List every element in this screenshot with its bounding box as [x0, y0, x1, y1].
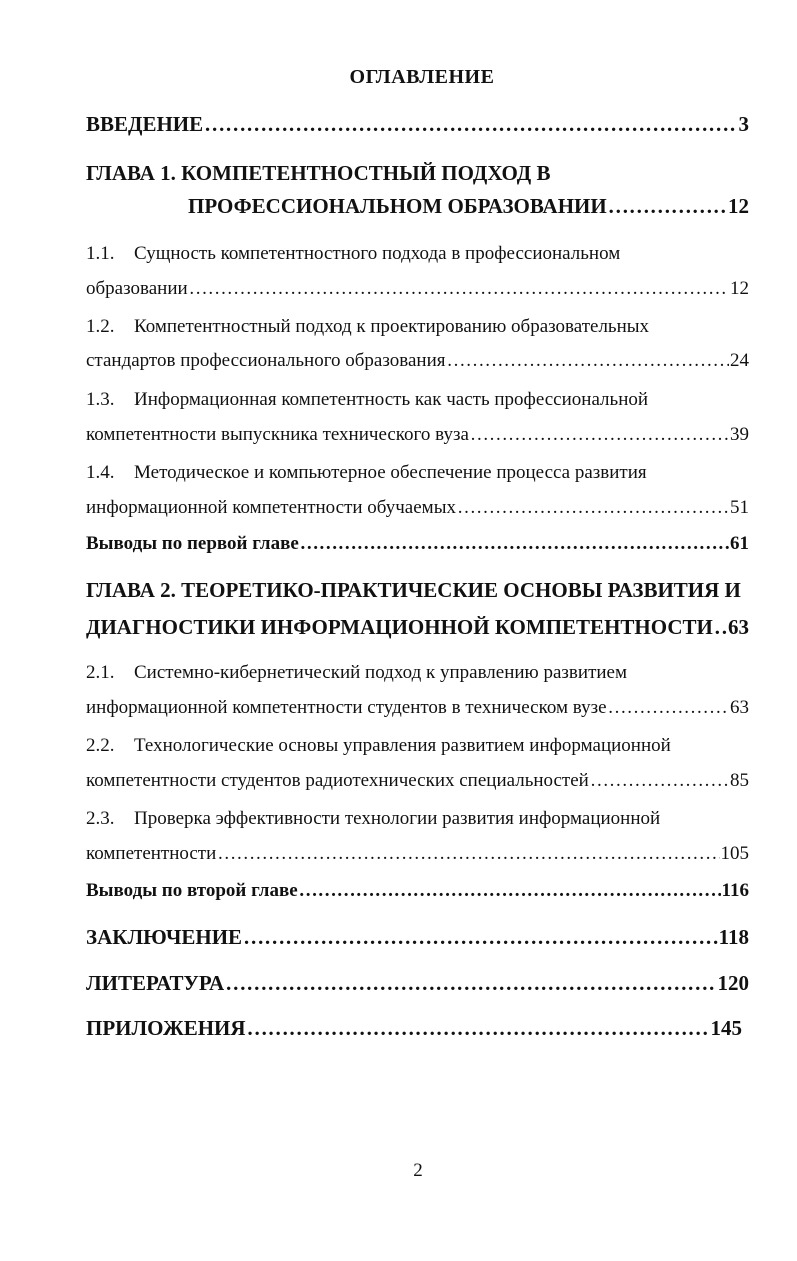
- toc-label: ДИАГНОСТИКИ ИНФОРМАЦИОННОЙ КОМПЕТЕНТНОСТИ: [86, 615, 713, 639]
- leader-dots: [204, 112, 737, 137]
- section-number: 1.3.: [86, 389, 115, 410]
- toc-section-2-1-line2[interactable]: [86, 697, 749, 727]
- chapter2-heading-line1[interactable]: ГЛАВА 2. ТЕОРЕТИКО-ПРАКТИЧЕСКИЕ ОСНОВЫ РАЗВИТИЯ И: [86, 578, 741, 602]
- toc-section-2-1-line1[interactable]: [86, 662, 627, 684]
- toc-page-number: 51: [730, 497, 749, 518]
- toc-page-number: 12: [728, 194, 749, 218]
- toc-page-number: 3: [738, 112, 749, 136]
- toc-page-number: 85: [730, 770, 749, 791]
- toc-page-number: 12: [730, 278, 749, 299]
- toc-label: компетентности выпускника технического вуза: [86, 424, 469, 445]
- toc-page-number: 105: [720, 843, 749, 864]
- toc-section-1-3-line1[interactable]: [86, 389, 648, 411]
- section-title: Сущность компетентностного подхода в профессиональном: [134, 243, 621, 264]
- toc-page-number: 118: [718, 925, 749, 949]
- toc-label: ПРОФЕССИОНАЛЬНОМ ОБРАЗОВАНИИ: [188, 194, 607, 218]
- leader-dots: [243, 925, 718, 950]
- toc-section-1-4-line2[interactable]: [86, 497, 749, 527]
- toc-page-number: 145: [710, 1016, 742, 1040]
- leader-dots: [470, 424, 729, 446]
- toc-entry-appendix[interactable]: [86, 1016, 742, 1046]
- toc-page-number: 120: [717, 971, 749, 995]
- section-title: Технологические основы управления развитием информационной: [134, 735, 671, 756]
- page-title: ОГЛАВЛЕНИЕ: [349, 66, 495, 88]
- toc-section-2-3-line1[interactable]: [86, 808, 660, 830]
- toc-page-number: 116: [721, 880, 749, 901]
- toc-label: Выводы по первой главе: [86, 533, 299, 554]
- leader-dots: [247, 1016, 710, 1041]
- toc-entry-chapter2[interactable]: [86, 615, 749, 645]
- toc-label: компетентности: [86, 843, 217, 864]
- toc-section-1-2-line1[interactable]: [86, 316, 649, 338]
- section-title: Проверка эффективности технологии развития информационной: [134, 808, 661, 829]
- toc-entry-chapter2-conclusions[interactable]: [86, 880, 749, 910]
- leader-dots: [189, 278, 729, 300]
- section-number: 1.2.: [86, 316, 115, 337]
- toc-section-1-1-line1[interactable]: [86, 243, 620, 265]
- leader-dots: [714, 615, 727, 640]
- section-number: 2.2.: [86, 735, 115, 756]
- toc-page-number: 61: [730, 533, 749, 554]
- toc-page-number: 24: [730, 350, 749, 371]
- leader-dots: [300, 533, 729, 555]
- toc-label: информационной компетентности студентов в техническом вузе: [86, 697, 607, 718]
- toc-label: информационной компетентности обучаемых: [86, 497, 456, 518]
- toc-label: компетентности студентов радиотехнических специальностей: [86, 770, 589, 791]
- toc-section-2-2-line1[interactable]: [86, 735, 671, 757]
- leader-dots: [608, 194, 727, 219]
- toc-label: образовании: [86, 278, 188, 299]
- toc-section-1-2-line2[interactable]: [86, 350, 749, 380]
- section-title: Методическое и компьютерное обеспечение процесса развития: [134, 462, 647, 483]
- toc-page-number: 39: [730, 424, 749, 445]
- chapter1-heading-line1[interactable]: ГЛАВА 1. КОМПЕТЕНТНОСТНЫЙ ПОДХОД В: [86, 161, 551, 185]
- toc-section-2-3-line2[interactable]: [86, 843, 749, 873]
- section-number: 2.1.: [86, 662, 115, 683]
- section-number: 1.4.: [86, 462, 115, 483]
- toc-section-1-1-line2[interactable]: [86, 278, 749, 308]
- toc-page-number: 63: [728, 615, 749, 639]
- section-title: Системно-кибернетический подход к управлению развитием: [134, 662, 627, 683]
- toc-page-number: 63: [730, 697, 749, 718]
- toc-label: ВВЕДЕНИЕ: [86, 112, 204, 136]
- toc-label: стандартов профессионального образования: [86, 350, 446, 371]
- page-number: 2: [413, 1160, 423, 1181]
- section-number: 1.1.: [86, 243, 115, 264]
- section-title: Информационная компетентность как часть профессиональной: [134, 389, 649, 410]
- leader-dots: [299, 880, 721, 902]
- leader-dots: [217, 843, 719, 865]
- toc-entry-chapter1-conclusions[interactable]: [86, 533, 749, 563]
- toc-entry-conclusion[interactable]: [86, 925, 749, 955]
- leader-dots: [447, 350, 730, 372]
- toc-label: ЗАКЛЮЧЕНИЕ: [86, 925, 243, 949]
- section-title: Компетентностный подход к проектированию образовательных: [134, 316, 650, 337]
- leader-dots: [590, 770, 729, 792]
- leader-dots: [225, 971, 716, 996]
- leader-dots: [608, 697, 729, 719]
- toc-label: ЛИТЕРАТУРА: [86, 971, 225, 995]
- toc-label: Выводы по второй главе: [86, 880, 298, 901]
- section-number: 2.3.: [86, 808, 115, 829]
- leader-dots: [457, 497, 729, 519]
- toc-label: ПРИЛОЖЕНИЯ: [86, 1016, 246, 1040]
- toc-section-1-4-line1[interactable]: [86, 462, 647, 484]
- toc-entry-intro[interactable]: [86, 112, 749, 142]
- toc-entry-chapter1[interactable]: [188, 194, 749, 224]
- toc-entry-literature[interactable]: [86, 971, 749, 1001]
- toc-section-1-3-line2[interactable]: [86, 424, 749, 454]
- toc-section-2-2-line2[interactable]: [86, 770, 749, 800]
